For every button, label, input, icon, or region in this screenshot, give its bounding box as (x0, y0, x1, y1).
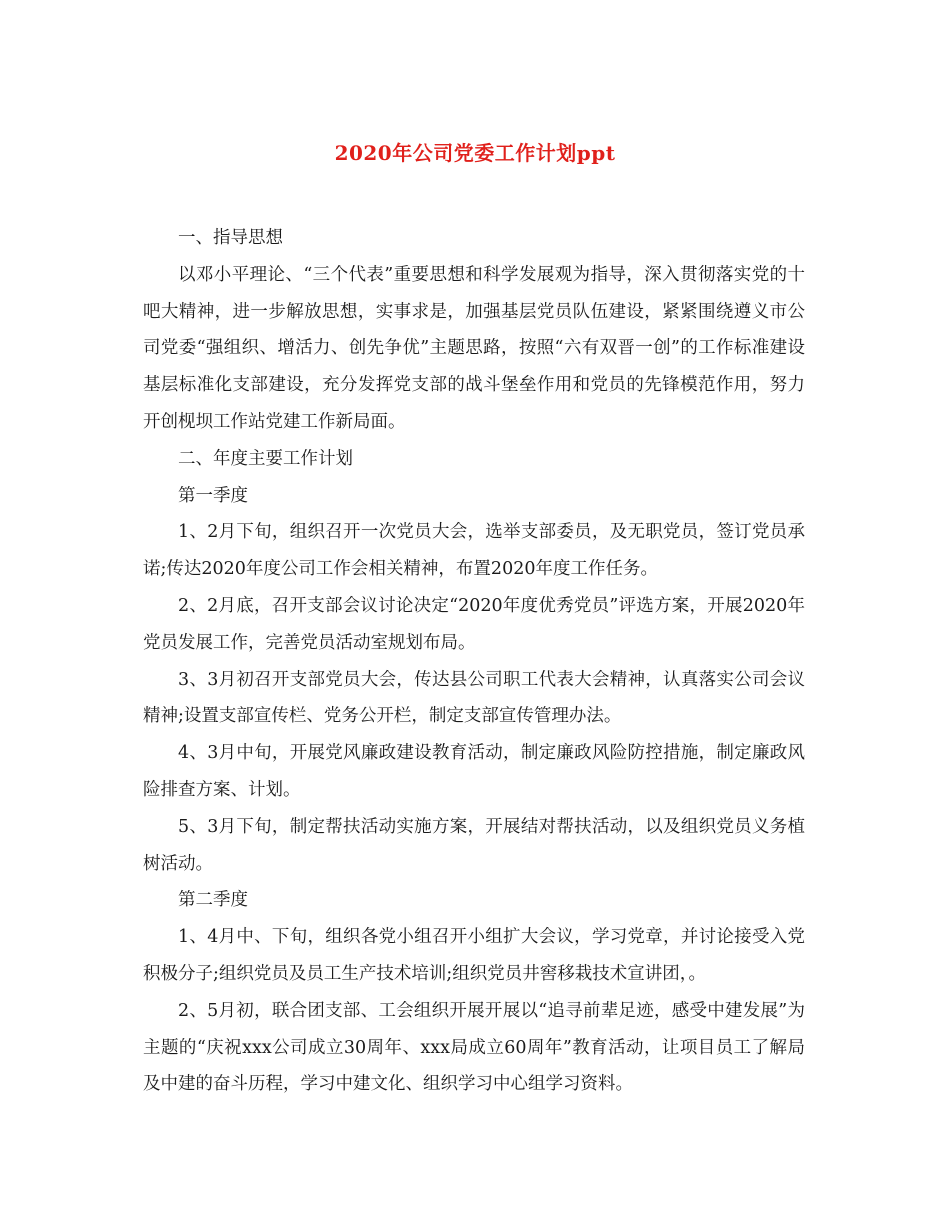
list-item: 4、3月中旬，开展党风廉政建设教育活动，制定廉政风险防控措施，制定廉政风险排查方案、计划。 (143, 743, 805, 800)
list-item: 2、2月底，召开支部会议讨论决定“2020年度优秀党员”评选方案，开展2020年党员发展工作，完善党员活动室规划布局。 (143, 595, 805, 653)
section-heading: 一、指导思想 (178, 228, 283, 248)
section-heading: 二、年度主要工作计划 (178, 448, 353, 469)
list-item: 2、5月初，联合团支部、工会组织开展开展以“追寻前辈足迹，感受中建发展”为主题的“庆祝xxx公司成立30周年、xxx局成立60周年”教育活动，让项目员工了解局及中建的奋斗历程，学习中建文化、组织学习中心组学习资料。 (143, 1000, 805, 1095)
subsection-heading: 第二季度 (178, 890, 248, 911)
list-item: 1、2月下旬，组织召开一次党员大会，选举支部委员，及无职党员，签订党员承诺;传达2020年度公司工作会相关精神，布置2020年度工作任务。 (143, 522, 805, 580)
list-item: 1、4月中、下旬，组织各党小组召开小组扩大会议，学习党章，并讨论接受入党积极分子;组织党员及员工生产技术培训;组织党员井窖移栽技术宣讲团，。 (143, 927, 805, 984)
subsection-heading: 第一季度 (178, 485, 248, 506)
list-item: 5、3月下旬，制定帮扶活动实施方案，开展结对帮扶活动，以及组织党员义务植树活动。 (143, 816, 805, 874)
document-title: 2020年公司党委工作计划ppt (334, 141, 616, 165)
document-body (143, 220, 805, 1103)
list-item: 3、3月初召开支部党员大会，传达县公司职工代表大会精神，认真落实公司会议精神;设置支部宣传栏、党务公开栏，制定支部宣传管理办法。 (143, 669, 805, 727)
paragraph: 以邓小平理论、“三个代表”重要思想和科学发展观为指导，深入贯彻落实党的十吧大精神，进一步解放思想，实事求是，加强基层党员队伍建设，紧紧围绕遵义市公司党委“强组织、增活力、创先争优”主题思路，按照“六有双晋一创”的工作标准建设基层标准化支部建设，充分发挥党支部的战斗堡垒作用和党员的先锋模范作用，努力开创枧坝工作站党建工作新局面。 (143, 264, 805, 432)
